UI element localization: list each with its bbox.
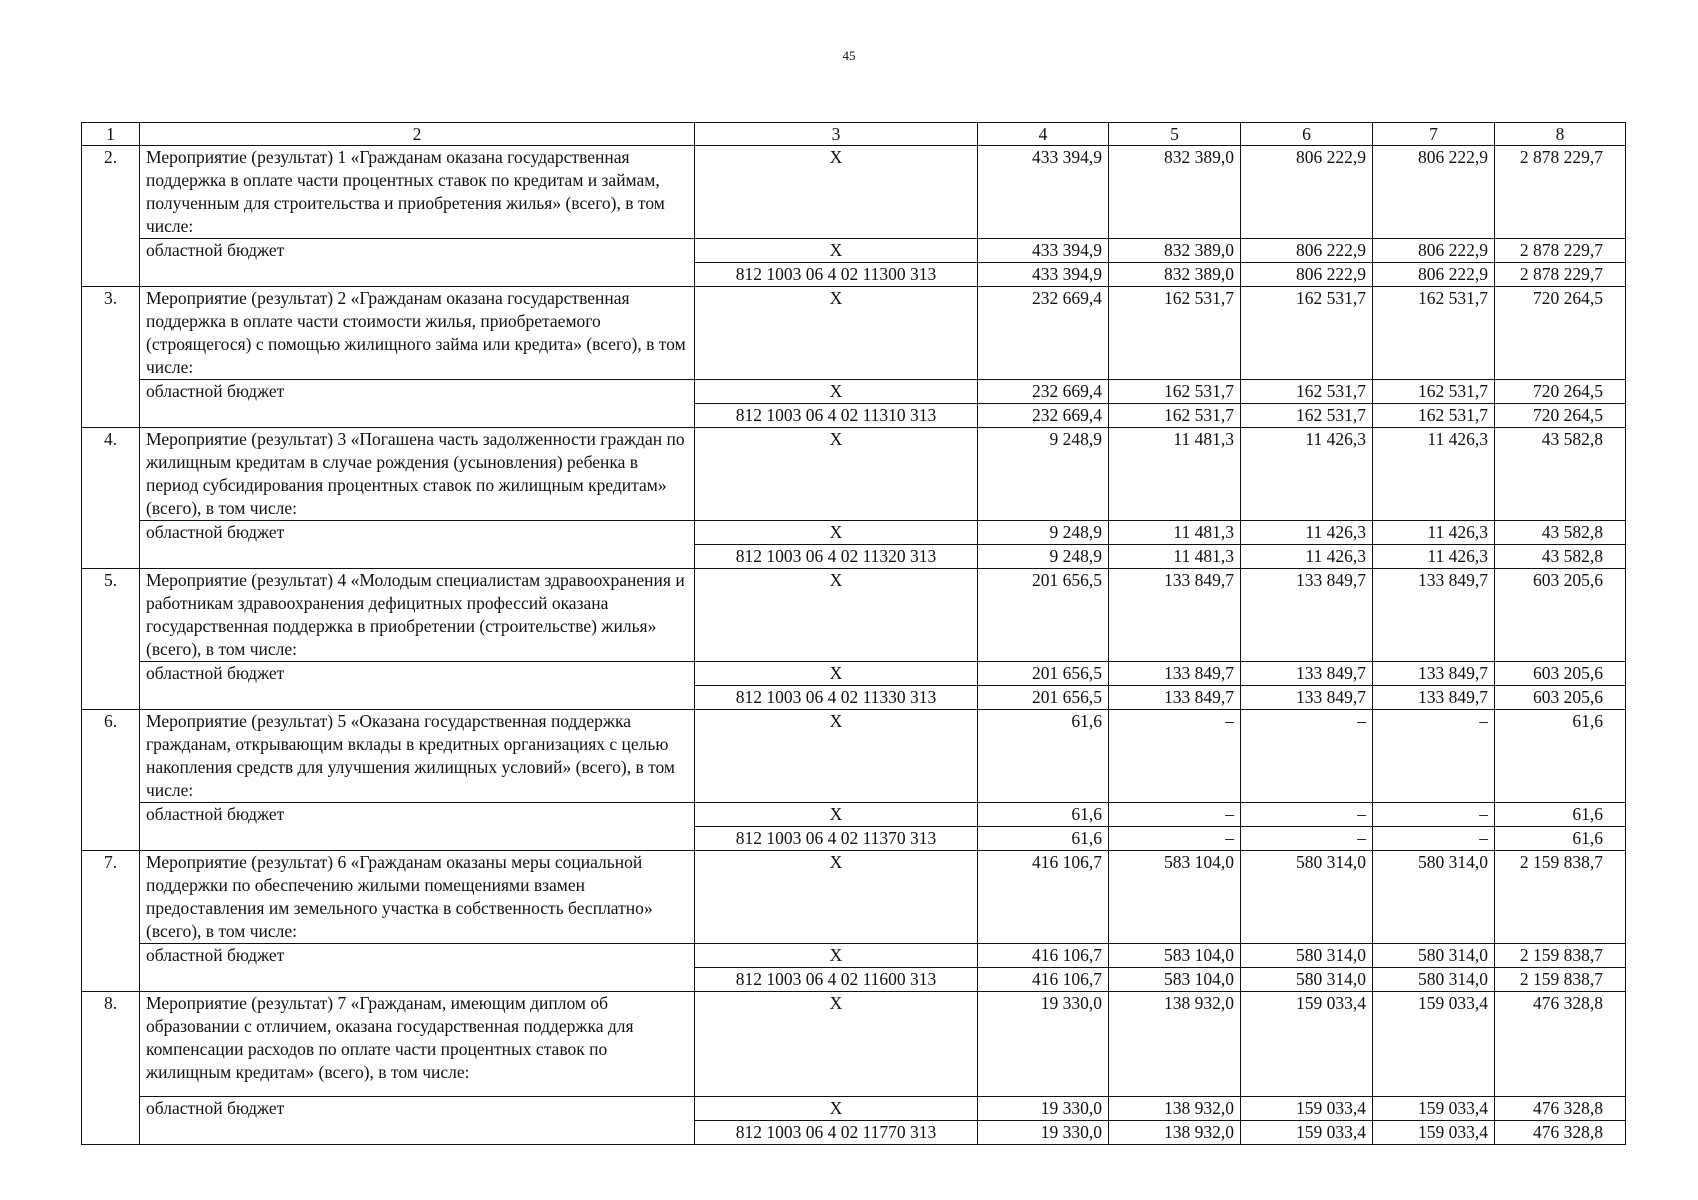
budget-source-label: областной бюджет — [140, 521, 695, 569]
amount-cell: 806 222,9 — [1373, 263, 1495, 287]
measure-title: Мероприятие (результат) 4 «Молодым специалистам здравоохранения и работникам здравоохранения дефицитных профессий оказана государственная поддержка в приобретении (строительстве) жилья» (всего), в том числе: — [140, 569, 695, 662]
amount-cell: 133 849,7 — [1241, 569, 1373, 662]
amount-cell: 61,6 — [1495, 827, 1626, 851]
amount-cell: 433 394,9 — [978, 263, 1109, 287]
kbk-code-cell: X — [695, 710, 978, 803]
column-number: 4 — [978, 123, 1109, 146]
measure-row — [82, 146, 1626, 239]
amount-cell: 159 033,4 — [1241, 1121, 1373, 1145]
amount-cell: – — [1241, 710, 1373, 803]
kbk-code-cell: X — [695, 428, 978, 521]
kbk-code-cell: 812 1003 06 4 02 11310 313 — [695, 404, 978, 428]
amount-cell: 2 159 838,7 — [1495, 851, 1626, 944]
amount-cell: 162 531,7 — [1373, 287, 1495, 380]
budget-source-label: областной бюджет — [140, 662, 695, 710]
measure-row — [82, 710, 1626, 803]
kbk-code-cell: 812 1003 06 4 02 11330 313 — [695, 686, 978, 710]
amount-cell: 603 205,6 — [1495, 662, 1626, 686]
amount-cell: 19 330,0 — [978, 992, 1109, 1097]
amount-cell: 2 878 229,7 — [1495, 263, 1626, 287]
row-number: 7. — [82, 851, 140, 992]
budget-row — [82, 380, 1626, 404]
kbk-code-cell: X — [695, 992, 978, 1097]
budget-source-label: областной бюджет — [140, 944, 695, 992]
measure-title: Мероприятие (результат) 2 «Гражданам оказана государственная поддержка в оплате части стоимости жилья, приобретаемого (строящегося) с помощью жилищного займа или кредита» (всего), в том числе: — [140, 287, 695, 380]
budget-row — [82, 662, 1626, 686]
amount-cell: 9 248,9 — [978, 545, 1109, 569]
kbk-code-cell: X — [695, 662, 978, 686]
amount-cell: 9 248,9 — [978, 428, 1109, 521]
budget-row — [82, 1097, 1626, 1121]
amount-cell: 11 426,3 — [1241, 521, 1373, 545]
amount-cell: 11 481,3 — [1109, 428, 1241, 521]
amount-cell: 133 849,7 — [1241, 662, 1373, 686]
amount-cell: 61,6 — [978, 803, 1109, 827]
amount-cell: 138 932,0 — [1109, 992, 1241, 1097]
amount-cell: 61,6 — [1495, 803, 1626, 827]
amount-cell: 162 531,7 — [1373, 380, 1495, 404]
kbk-code-cell: 812 1003 06 4 02 11370 313 — [695, 827, 978, 851]
amount-cell: 201 656,5 — [978, 569, 1109, 662]
amount-cell: 580 314,0 — [1241, 944, 1373, 968]
kbk-code-cell: X — [695, 287, 978, 380]
kbk-code-cell: X — [695, 239, 978, 263]
page-number: 45 — [842, 48, 856, 63]
amount-cell: 580 314,0 — [1373, 968, 1495, 992]
row-number: 5. — [82, 569, 140, 710]
column-number: 1 — [82, 123, 140, 146]
amount-cell: 11 481,3 — [1109, 521, 1241, 545]
amount-cell: 162 531,7 — [1109, 404, 1241, 428]
row-number: 4. — [82, 428, 140, 569]
amount-cell: 416 106,7 — [978, 851, 1109, 944]
amount-cell: 806 222,9 — [1241, 239, 1373, 263]
amount-cell: 133 849,7 — [1109, 662, 1241, 686]
amount-cell: 19 330,0 — [978, 1097, 1109, 1121]
column-number: 6 — [1241, 123, 1373, 146]
amount-cell: 476 328,8 — [1495, 1121, 1626, 1145]
row-number: 2. — [82, 146, 140, 287]
measure-title: Мероприятие (результат) 7 «Гражданам, имеющим диплом об образовании с отличием, оказана государственная поддержка для компенсации расходов по оплате части процентных ставок по жилищным кредитам» (всего), в том числе: — [140, 992, 695, 1097]
amount-cell: 159 033,4 — [1241, 1097, 1373, 1121]
kbk-code-cell: 812 1003 06 4 02 11300 313 — [695, 263, 978, 287]
amount-cell: 133 849,7 — [1373, 569, 1495, 662]
amount-cell: 476 328,8 — [1495, 1097, 1626, 1121]
measure-title: Мероприятие (результат) 1 «Гражданам оказана государственная поддержка в оплате части процентных ставок по кредитам и займам, полученным для строительства и приобретения жилья» (всего), в том числе: — [140, 146, 695, 239]
amount-cell: – — [1241, 827, 1373, 851]
amount-cell: 580 314,0 — [1373, 851, 1495, 944]
amount-cell: 433 394,9 — [978, 239, 1109, 263]
amount-cell: 133 849,7 — [1373, 662, 1495, 686]
column-number: 3 — [695, 123, 978, 146]
amount-cell: 138 932,0 — [1109, 1121, 1241, 1145]
amount-cell: 159 033,4 — [1373, 992, 1495, 1097]
amount-cell: 720 264,5 — [1495, 287, 1626, 380]
amount-cell: 11 426,3 — [1373, 521, 1495, 545]
amount-cell: 583 104,0 — [1109, 968, 1241, 992]
amount-cell: 133 849,7 — [1241, 686, 1373, 710]
amount-cell: 476 328,8 — [1495, 992, 1626, 1097]
amount-cell: 603 205,6 — [1495, 686, 1626, 710]
kbk-code-cell: X — [695, 944, 978, 968]
amount-cell: – — [1373, 803, 1495, 827]
kbk-code-cell: 812 1003 06 4 02 11770 313 — [695, 1121, 978, 1145]
measure-row — [82, 992, 1626, 1097]
amount-cell: 806 222,9 — [1373, 239, 1495, 263]
measure-row — [82, 428, 1626, 521]
amount-cell: 159 033,4 — [1241, 992, 1373, 1097]
amount-cell: 162 531,7 — [1109, 287, 1241, 380]
kbk-code-cell: X — [695, 851, 978, 944]
kbk-code-cell: X — [695, 146, 978, 239]
amount-cell: 832 389,0 — [1109, 146, 1241, 239]
amount-cell: – — [1373, 827, 1495, 851]
column-number: 5 — [1109, 123, 1241, 146]
column-number: 7 — [1373, 123, 1495, 146]
amount-cell: 9 248,9 — [978, 521, 1109, 545]
amount-cell: 201 656,5 — [978, 662, 1109, 686]
amount-cell: 43 582,8 — [1495, 545, 1626, 569]
kbk-code-cell: X — [695, 569, 978, 662]
amount-cell: 162 531,7 — [1373, 404, 1495, 428]
column-number: 8 — [1495, 123, 1626, 146]
measure-row — [82, 851, 1626, 944]
measure-row — [82, 569, 1626, 662]
amount-cell: 832 389,0 — [1109, 239, 1241, 263]
budget-source-label: областной бюджет — [140, 1097, 695, 1145]
amount-cell: 806 222,9 — [1373, 146, 1495, 239]
amount-cell: 11 426,3 — [1241, 428, 1373, 521]
budget-source-label: областной бюджет — [140, 380, 695, 428]
amount-cell: 43 582,8 — [1495, 428, 1626, 521]
row-number: 8. — [82, 992, 140, 1145]
amount-cell: 583 104,0 — [1109, 944, 1241, 968]
measure-row — [82, 287, 1626, 380]
amount-cell: 603 205,6 — [1495, 569, 1626, 662]
measure-title: Мероприятие (результат) 6 «Гражданам оказаны меры социальной поддержки по обеспечению жилыми помещениями взамен предоставления им земельного участка в собственность бесплатно» (всего), в том числе: — [140, 851, 695, 944]
amount-cell: 2 159 838,7 — [1495, 944, 1626, 968]
amount-cell: 11 481,3 — [1109, 545, 1241, 569]
amount-cell: 11 426,3 — [1373, 545, 1495, 569]
kbk-code-cell: X — [695, 521, 978, 545]
amount-cell: 806 222,9 — [1241, 263, 1373, 287]
budget-row — [82, 944, 1626, 968]
amount-cell: 162 531,7 — [1241, 404, 1373, 428]
amount-cell: 232 669,4 — [978, 404, 1109, 428]
amount-cell: 133 849,7 — [1373, 686, 1495, 710]
amount-cell: – — [1109, 803, 1241, 827]
amount-cell: 11 426,3 — [1373, 428, 1495, 521]
amount-cell: 580 314,0 — [1241, 968, 1373, 992]
amount-cell: 416 106,7 — [978, 944, 1109, 968]
amount-cell: 232 669,4 — [978, 287, 1109, 380]
amount-cell: 580 314,0 — [1373, 944, 1495, 968]
kbk-code-cell: X — [695, 1097, 978, 1121]
amount-cell: – — [1241, 803, 1373, 827]
budget-source-label: областной бюджет — [140, 239, 695, 287]
budget-row — [82, 239, 1626, 263]
measure-title: Мероприятие (результат) 3 «Погашена часть задолженности граждан по жилищным кредитам в случае рождения (усыновления) ребенка в период субсидирования процентных ставок по жилищным кредитам» (всего), в том числе: — [140, 428, 695, 521]
amount-cell: 61,6 — [978, 827, 1109, 851]
amount-cell: 61,6 — [1495, 710, 1626, 803]
amount-cell: 159 033,4 — [1373, 1097, 1495, 1121]
amount-cell: 416 106,7 — [978, 968, 1109, 992]
amount-cell: 159 033,4 — [1373, 1121, 1495, 1145]
amount-cell: 43 582,8 — [1495, 521, 1626, 545]
amount-cell: – — [1109, 710, 1241, 803]
budget-source-label: областной бюджет — [140, 803, 695, 851]
amount-cell: 583 104,0 — [1109, 851, 1241, 944]
amount-cell: 61,6 — [978, 710, 1109, 803]
column-number: 2 — [140, 123, 695, 146]
amount-cell: 580 314,0 — [1241, 851, 1373, 944]
kbk-code-cell: 812 1003 06 4 02 11320 313 — [695, 545, 978, 569]
kbk-code-cell: X — [695, 803, 978, 827]
budget-table — [81, 122, 1626, 1145]
amount-cell: – — [1373, 710, 1495, 803]
amount-cell: 133 849,7 — [1109, 569, 1241, 662]
amount-cell: 832 389,0 — [1109, 263, 1241, 287]
amount-cell: 433 394,9 — [978, 146, 1109, 239]
measure-title: Мероприятие (результат) 5 «Оказана государственная поддержка гражданам, открывающим вклады в кредитных организациях с целью накопления средств для улучшения жилищных условий» (всего), в том числе: — [140, 710, 695, 803]
amount-cell: 2 878 229,7 — [1495, 146, 1626, 239]
amount-cell: 806 222,9 — [1241, 146, 1373, 239]
amount-cell: 19 330,0 — [978, 1121, 1109, 1145]
amount-cell: 720 264,5 — [1495, 380, 1626, 404]
amount-cell: 162 531,7 — [1241, 380, 1373, 404]
column-number-row — [82, 123, 1626, 146]
kbk-code-cell: 812 1003 06 4 02 11600 313 — [695, 968, 978, 992]
amount-cell: 2 878 229,7 — [1495, 239, 1626, 263]
budget-row — [82, 803, 1626, 827]
row-number: 6. — [82, 710, 140, 851]
amount-cell: 138 932,0 — [1109, 1097, 1241, 1121]
amount-cell: 720 264,5 — [1495, 404, 1626, 428]
amount-cell: 11 426,3 — [1241, 545, 1373, 569]
amount-cell: 232 669,4 — [978, 380, 1109, 404]
kbk-code-cell: X — [695, 380, 978, 404]
budget-row — [82, 521, 1626, 545]
amount-cell: 133 849,7 — [1109, 686, 1241, 710]
row-number: 3. — [82, 287, 140, 428]
amount-cell: 2 159 838,7 — [1495, 968, 1626, 992]
amount-cell: 162 531,7 — [1241, 287, 1373, 380]
amount-cell: 162 531,7 — [1109, 380, 1241, 404]
amount-cell: 201 656,5 — [978, 686, 1109, 710]
amount-cell: – — [1109, 827, 1241, 851]
